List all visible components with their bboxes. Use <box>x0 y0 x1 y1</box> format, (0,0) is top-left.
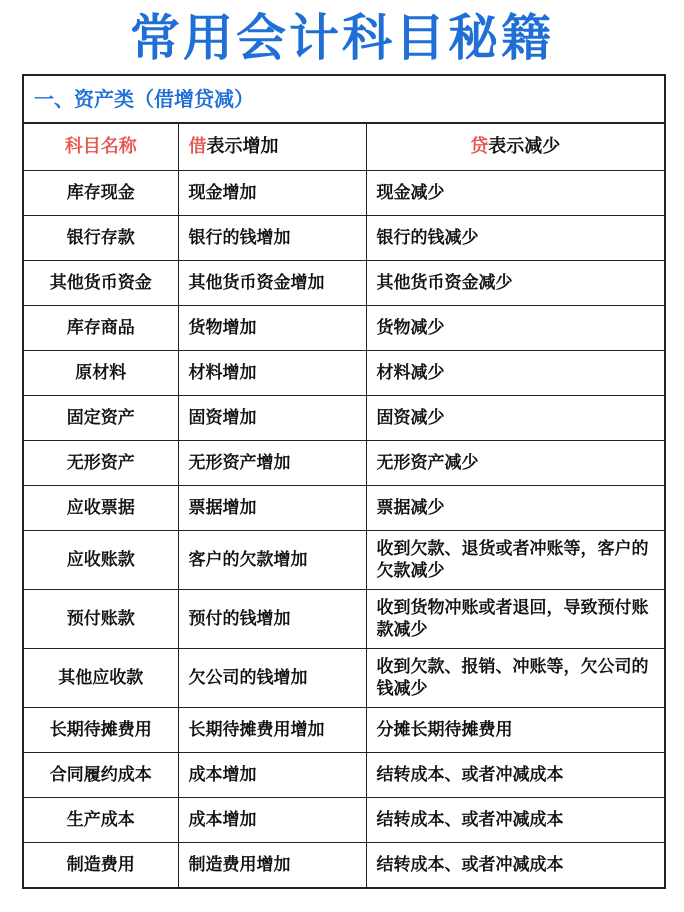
header-credit <box>366 124 664 171</box>
credit-cell: 无形资产减少 <box>366 441 664 486</box>
debit-cell: 固资增加 <box>178 396 366 441</box>
account-name: 长期待摊费用 <box>24 708 178 753</box>
table-row <box>24 590 664 649</box>
debit-cell: 材料增加 <box>178 351 366 396</box>
credit-cell: 结转成本、或者冲减成本 <box>366 753 664 798</box>
debit-cell: 成本增加 <box>178 798 366 843</box>
header-debit-key: 借 <box>188 136 207 157</box>
account-name: 生产成本 <box>24 798 178 843</box>
account-name: 其他应收款 <box>24 649 178 708</box>
table-row <box>24 531 664 590</box>
credit-cell: 结转成本、或者冲减成本 <box>366 843 664 888</box>
debit-cell: 欠公司的钱增加 <box>178 649 366 708</box>
table-row <box>24 843 664 888</box>
table-row <box>24 708 664 753</box>
table-row <box>24 216 664 261</box>
table-row <box>24 261 664 306</box>
credit-cell: 分摊长期待摊费用 <box>366 708 664 753</box>
credit-cell: 收到欠款、报销、冲账等，欠公司的钱减少 <box>366 649 664 708</box>
credit-cell: 材料减少 <box>366 351 664 396</box>
debit-cell: 票据增加 <box>178 486 366 531</box>
debit-cell: 现金增加 <box>178 171 366 216</box>
table-header-row <box>24 124 664 171</box>
table-row <box>24 486 664 531</box>
account-name: 其他货币资金 <box>24 261 178 306</box>
table-row <box>24 441 664 486</box>
debit-cell: 预付的钱增加 <box>178 590 366 649</box>
credit-cell: 现金减少 <box>366 171 664 216</box>
credit-cell: 结转成本、或者冲减成本 <box>366 798 664 843</box>
table-row <box>24 649 664 708</box>
header-debit-text: 表示增加 <box>206 136 279 157</box>
header-account-name: 科目名称 <box>24 124 178 171</box>
debit-cell: 成本增加 <box>178 753 366 798</box>
table-row <box>24 306 664 351</box>
account-name: 制造费用 <box>24 843 178 888</box>
debit-cell: 银行的钱增加 <box>178 216 366 261</box>
header-debit <box>178 124 366 171</box>
account-name: 应收票据 <box>24 486 178 531</box>
header-credit-text: 表示减少 <box>488 136 561 157</box>
account-name: 库存现金 <box>24 171 178 216</box>
debit-cell: 其他货币资金增加 <box>178 261 366 306</box>
credit-cell: 票据减少 <box>366 486 664 531</box>
debit-cell: 货物增加 <box>178 306 366 351</box>
credit-cell: 收到欠款、退货或者冲账等，客户的欠款减少 <box>366 531 664 590</box>
credit-cell: 货物减少 <box>366 306 664 351</box>
table-row <box>24 798 664 843</box>
header-credit-key: 贷 <box>470 136 489 157</box>
section-header: 一、资产类（借增贷减） <box>24 76 664 124</box>
account-name: 无形资产 <box>24 441 178 486</box>
account-name: 库存商品 <box>24 306 178 351</box>
debit-cell: 制造费用增加 <box>178 843 366 888</box>
table-row <box>24 171 664 216</box>
account-name: 固定资产 <box>24 396 178 441</box>
credit-cell: 固资减少 <box>366 396 664 441</box>
debit-cell: 长期待摊费用增加 <box>178 708 366 753</box>
accounts-table <box>22 74 666 889</box>
debit-cell: 客户的欠款增加 <box>178 531 366 590</box>
debit-cell: 无形资产增加 <box>178 441 366 486</box>
account-name: 银行存款 <box>24 216 178 261</box>
credit-cell: 其他货币资金减少 <box>366 261 664 306</box>
account-name: 应收账款 <box>24 531 178 590</box>
page-title: 常用会计科目秘籍 <box>130 9 554 67</box>
credit-cell: 银行的钱减少 <box>366 216 664 261</box>
account-name: 原材料 <box>24 351 178 396</box>
account-name: 合同履约成本 <box>24 753 178 798</box>
table-row <box>24 351 664 396</box>
account-name: 预付账款 <box>24 590 178 649</box>
accounts-grid <box>24 124 664 887</box>
table-row <box>24 753 664 798</box>
credit-cell: 收到货物冲账或者退回，导致预付账款减少 <box>366 590 664 649</box>
table-row <box>24 396 664 441</box>
